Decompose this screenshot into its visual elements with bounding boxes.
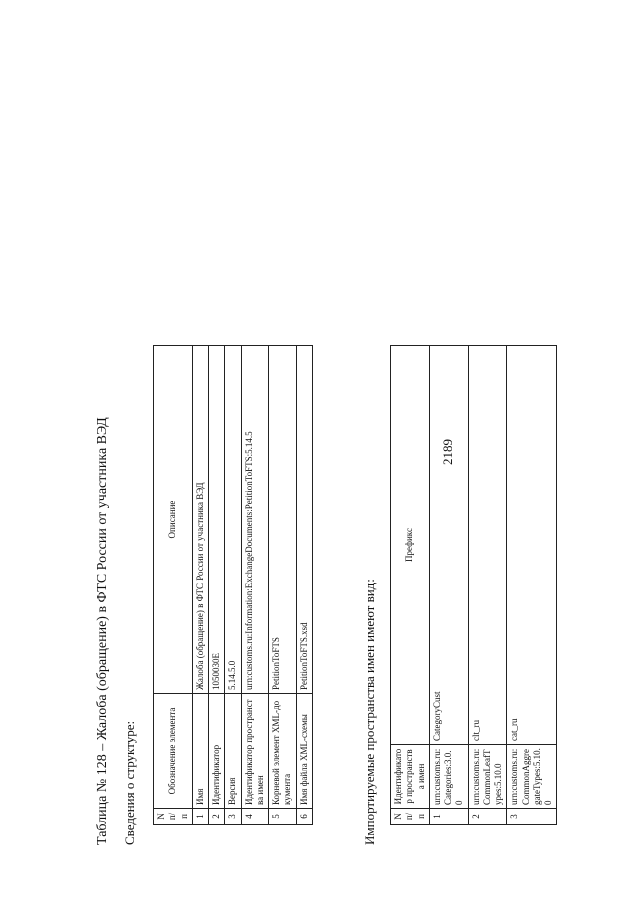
namespace-prefix: CategoryCust xyxy=(429,346,468,745)
header-cell: N п/п xyxy=(391,809,430,825)
element-description: 5.14.5.0 xyxy=(225,346,241,694)
element-description: Жалоба (обращение) в ФТС России от участника ВЭД xyxy=(192,346,208,694)
row-number: 2 xyxy=(209,809,225,825)
row-number: 4 xyxy=(241,809,269,825)
header-cell: N п/п xyxy=(154,809,193,825)
table-row xyxy=(241,346,269,825)
page-number: 2189 xyxy=(440,439,455,465)
element-description: 1050030E xyxy=(209,346,225,694)
element-description: PetitionToFTS.xsd xyxy=(296,346,312,694)
namespace-id: urn:customs.ru:CommonLeafTypes:5.10.0 xyxy=(468,745,507,809)
element-name: Версия xyxy=(225,694,241,809)
document-title: Таблица № 128 – Жалоба (обращение) в ФТС России от участника ВЭД xyxy=(95,417,110,845)
table-row xyxy=(225,346,241,825)
row-number: 6 xyxy=(296,809,312,825)
structure-caption: Сведения о структуре: xyxy=(122,720,137,845)
table-header-row xyxy=(391,346,430,825)
header-cell: Описание xyxy=(154,346,193,694)
structure-table xyxy=(153,345,313,825)
table-row xyxy=(507,346,557,825)
row-number: 5 xyxy=(269,809,297,825)
namespace-prefix: clt_ru xyxy=(468,346,507,745)
table-row xyxy=(468,346,507,825)
element-name: Имя xyxy=(192,694,208,809)
table-row xyxy=(269,346,297,825)
element-name: Корневой элемент XML-документа xyxy=(269,694,297,809)
header-cell: Префикс xyxy=(391,346,430,745)
element-description: PetitionToFTS xyxy=(269,346,297,694)
row-number: 1 xyxy=(192,809,208,825)
namespaces-caption: Импортируемые пространства имен имеют вид: xyxy=(362,579,377,845)
namespaces-table xyxy=(390,345,557,825)
namespace-id: urn:customs.ru:CommonAggregateTypes:5.10.0 xyxy=(507,745,557,809)
namespace-prefix: cat_ru xyxy=(507,346,557,745)
header-cell: Обозначение элемента xyxy=(154,694,193,809)
row-number: 1 xyxy=(429,809,468,825)
namespace-id: urn:customs.ru:Categories:3.0.0 xyxy=(429,745,468,809)
element-description: urn:customs.ru:Information:ExchangeDocuments:PetitionToFTS:5.14.5 xyxy=(241,346,269,694)
row-number: 3 xyxy=(225,809,241,825)
header-cell: Идентификатор пространства имен xyxy=(391,745,430,809)
table-row xyxy=(209,346,225,825)
table-row xyxy=(429,346,468,825)
element-name: Имя файла XML-схемы xyxy=(296,694,312,809)
table-row xyxy=(296,346,312,825)
element-name: Идентификатор xyxy=(209,694,225,809)
table-row xyxy=(192,346,208,825)
row-number: 3 xyxy=(507,809,557,825)
table-header-row xyxy=(154,346,193,825)
element-name: Идентификатор пространства имен xyxy=(241,694,269,809)
row-number: 2 xyxy=(468,809,507,825)
